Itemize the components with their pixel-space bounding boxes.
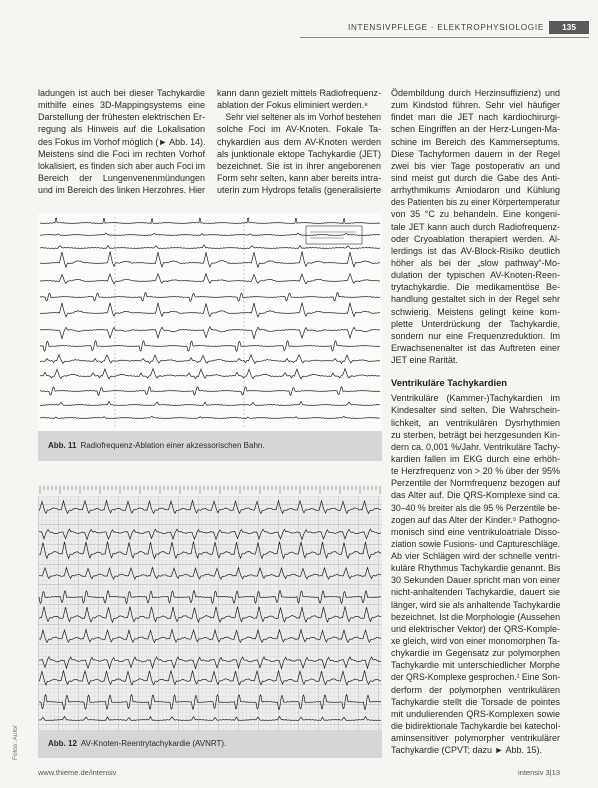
text-line: sind meist gut durch die Gabe des Anti- bbox=[391, 172, 560, 183]
text-line: 30 Sekunden Dauer spricht man von einer bbox=[391, 575, 560, 586]
text-line: und elektrischer Vektor) der QRS-Komple- bbox=[391, 623, 560, 634]
text-line: Meistens sind die Foci im rechten Vorhof bbox=[38, 148, 205, 159]
text-line: lokalisiert, es finden sich aber auch Foci im bbox=[38, 160, 205, 171]
text-line: des Patienten bis zu einer Körpertemperatur bbox=[391, 197, 560, 208]
text-line: zogen auf das Alter der Kinder.⁵ Pathogno- bbox=[391, 514, 560, 525]
text-line: die bidirektionale Tachykardie bei katechol- bbox=[391, 721, 560, 732]
text-line: sondern nur eine Frequenzreduktion. Im bbox=[391, 330, 560, 341]
text-line: Ventrikuläre (Kammer-)Tachykardien im bbox=[391, 393, 560, 404]
ecg-background bbox=[38, 213, 382, 431]
text-line: Erwachsenenalter ist das Auftreten einer bbox=[391, 342, 560, 353]
text-line: tale JET kann auch durch Radiofrequenz- bbox=[391, 221, 560, 232]
text-line: Tachykardie mit unterschiedlicher Morphe bbox=[391, 660, 560, 671]
text-line: chykardie im Gegensatz zur polymorphen bbox=[391, 648, 560, 659]
text-line: Tachykardie (CPVT; dazu ► Abb. 15). bbox=[391, 745, 542, 756]
text-line: Kindesalter sind selten. Die Wahrschein- bbox=[391, 405, 560, 416]
text-line: handlung gestaltet sich in der Regel sehr bbox=[391, 294, 560, 305]
figure-12-ecg bbox=[38, 484, 382, 730]
text-line: Darstellung der frühesten elektrischen Er- bbox=[38, 112, 205, 123]
text-line: schwierig. Meistens gelingt keine kom- bbox=[391, 306, 560, 317]
header-divider bbox=[300, 37, 589, 38]
text-line: ziation sowie Fusions- und Captureschläge. bbox=[391, 538, 560, 549]
text-line: schine im Bereich des Kammerseptums. bbox=[391, 136, 560, 147]
text-line: Bereich der Lungenvenenmündungen bbox=[38, 172, 205, 183]
text-line: als junktionale ektope Tachykardie (JET) bbox=[217, 148, 381, 159]
text-line: zwei bis vier Tage postoperativ an und bbox=[391, 160, 560, 171]
figure-11-ecg bbox=[38, 213, 382, 431]
text-line: Sehr viel seltener als im Vorhof bestehen bbox=[225, 112, 381, 123]
text-line: xe gleich, wird von einer monomorphen Ta- bbox=[391, 636, 560, 647]
text-line: findet man die JET nach kardiochirurgi- bbox=[391, 112, 560, 123]
paragraph-jet bbox=[391, 87, 560, 366]
text-line: kann dann gezielt mittels Radiofrequenz- bbox=[217, 88, 381, 98]
text-line: dulation der typischen AV-Knoten-Reen- bbox=[391, 270, 560, 281]
footer-issue: intensiv 3|13 bbox=[518, 768, 560, 777]
figure-11-caption bbox=[38, 431, 382, 461]
ecg-time-strip bbox=[38, 484, 382, 496]
text-line: bezeichnet. Ist die Morphologie (Aussehen bbox=[391, 611, 560, 622]
text-line: solche Foci im AV-Knoten. Fokale Ta- bbox=[217, 124, 381, 135]
text-line: lichkeit, an ventrikulären Dysrhythmien bbox=[391, 417, 560, 428]
text-line: kardien fallen im EKG durch eine erhöh- bbox=[391, 453, 560, 464]
text-line: Ödembildung durch Herzinsuffizienz) und bbox=[391, 88, 560, 98]
text-line: mit undulierenden QRS-Komplexen sowie bbox=[391, 708, 560, 719]
text-line: Form sehr selten, kann aber bereits intra- bbox=[217, 172, 381, 183]
text-line: trytachykardie. Die medikamentöse Be- bbox=[391, 282, 560, 293]
text-line: chykardien aus dem AV-Knoten werden bbox=[217, 136, 381, 147]
text-line: arrhythmikums Amiodaron und Kühlung bbox=[391, 185, 560, 196]
text-line: ladungen ist auch bei dieser Tachykardie bbox=[38, 88, 205, 98]
text-line: bezeichnet. Sie ist in ihrer angeborenen bbox=[217, 160, 381, 171]
text-line: das Alter auf. Die QRS-Komplexe sind ca. bbox=[391, 490, 560, 501]
text-line: uterin zum Hydrops fetalis (generalisierte bbox=[217, 185, 381, 196]
text-line: regung als Hinweis auf die Lokalisation bbox=[38, 124, 205, 135]
page-number: 135 bbox=[549, 21, 589, 34]
text-line: schen Eingriffen an der Herz-Lungen-Ma- bbox=[391, 124, 560, 135]
text-line: dern ca. 0,001 %/Jahr. Ventrikuläre Tachy- bbox=[391, 441, 560, 452]
text-line: von 35 °C zu behandeln. Eine kongeni- bbox=[391, 209, 560, 220]
text-line: JET eine Rarität. bbox=[391, 355, 458, 366]
text-column-1 bbox=[38, 87, 205, 199]
ecg-recording-avnrt bbox=[38, 484, 382, 730]
footer-url: www.thieme.de/intensiv bbox=[38, 768, 117, 777]
text-line: und im Bereich des linken Herzohres. Hier bbox=[38, 185, 205, 196]
text-line: Perzentile der Normfrequenz bezogen auf bbox=[391, 478, 560, 489]
text-line: der QRS-Komplexe gesprochen.¹ Eine Son- bbox=[391, 672, 560, 683]
figure-12-caption-text: AV-Knoten-Reentrytachykardie (AVNRT). bbox=[80, 739, 227, 748]
text-line: nicht-anhaltenden Tachykardie, dauert sie bbox=[391, 587, 560, 598]
text-line: zu sterben, beträgt bei herzgesunden Kin- bbox=[391, 429, 560, 440]
text-column-2 bbox=[217, 87, 381, 199]
photo-credit: Fotos: Autor bbox=[12, 724, 19, 760]
text-line: des Fokus im Vorhof möglich (► Abb. 14). bbox=[38, 136, 205, 147]
text-line: Diese Tachyformen dauern in der Regel bbox=[391, 148, 560, 159]
running-header: INTENSIVPFLEGE · ELEKTROPHYSIOLOGIE bbox=[347, 23, 544, 32]
text-line: kuläre Rhythmus Tachykardie genannt. Bis bbox=[391, 563, 560, 574]
text-line: monisch sind eine ventrikuloatriale Disso- bbox=[391, 526, 560, 537]
figure-12-label: Abb. 12 bbox=[48, 739, 77, 748]
text-line: Tachykardie stellt die Torsade de pointes bbox=[391, 696, 560, 707]
text-line: te Herzfrequenz von > 20 % über der 95% bbox=[391, 466, 560, 477]
text-line: zum Kindstod führen. Sehr viel häufiger bbox=[391, 100, 560, 111]
text-line: länger, wird sie als anhaltende Tachykardie bbox=[391, 599, 560, 610]
paragraph-ventricular bbox=[391, 392, 560, 756]
section-heading: Ventrikuläre Tachykardien bbox=[391, 377, 508, 389]
text-line: plette Unterdrückung der Tachykardie, bbox=[391, 318, 560, 329]
text-line: Ab vier Schlägen wird der schnelle ventri- bbox=[391, 551, 560, 562]
figure-11-caption-text: Radiofrequenz-Ablation einer akzessorischen Bahn. bbox=[80, 441, 265, 450]
figure-12-caption bbox=[38, 730, 382, 758]
text-line: 30–40 % breiter als die 95 % Perzentile be- bbox=[391, 502, 560, 513]
text-line: aminsensitiver polymorpher ventrikulärer bbox=[391, 733, 560, 744]
text-line: höher als bei der „slow pathway“-Mo- bbox=[391, 257, 560, 268]
figure-11-label: Abb. 11 bbox=[48, 441, 77, 450]
text-line: mithilfe eines 3D-Mappingsystems eine bbox=[38, 100, 205, 111]
text-line: oder Cryoablation therapiert werden. Al- bbox=[391, 233, 560, 244]
text-column-3 bbox=[391, 87, 560, 761]
text-line: derform der polymorphen ventrikulären bbox=[391, 684, 560, 695]
text-line: ablation der Fokus eliminiert werden.⁸ bbox=[217, 100, 368, 111]
ecg-grid bbox=[38, 496, 382, 730]
ecg-recording-ablation bbox=[38, 213, 382, 431]
text-line: lerdings ist das AV-Block-Risiko deutlich bbox=[391, 245, 560, 256]
